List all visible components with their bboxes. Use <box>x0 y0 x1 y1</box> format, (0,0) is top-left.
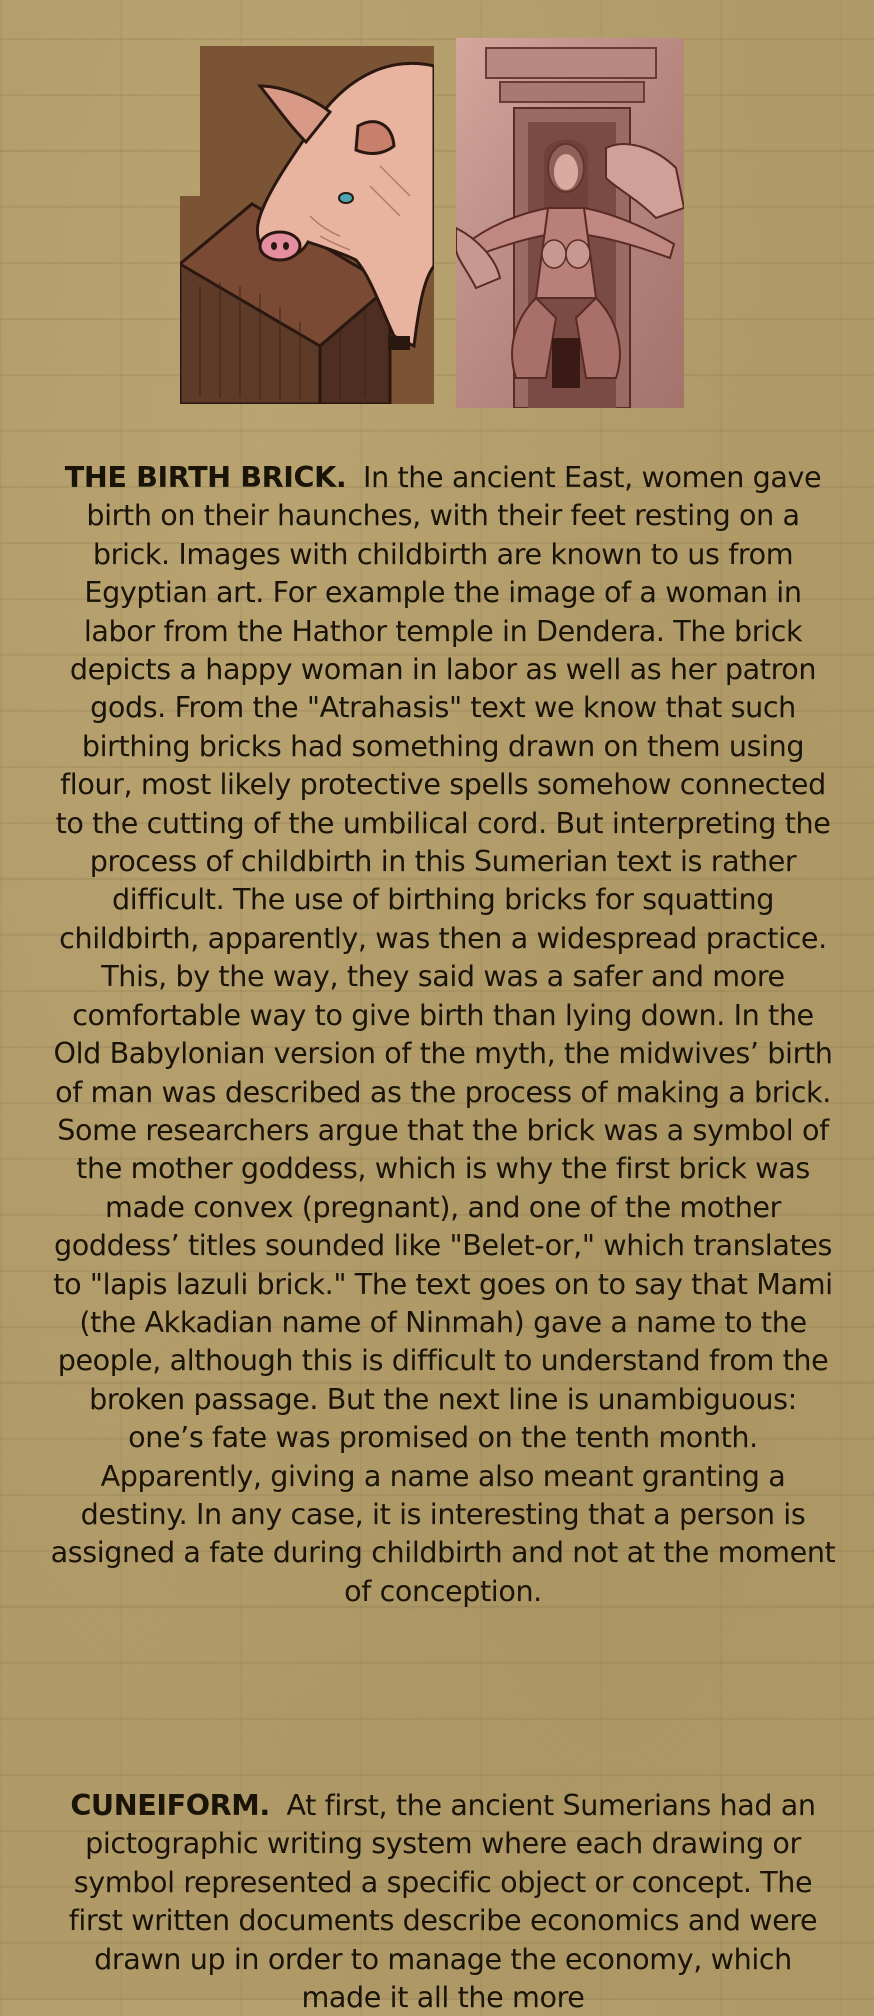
pig-on-brick-illustration <box>180 46 434 404</box>
section-body: In the ancient East, women gave birth on their haunches, with their feet resting on a brick. Images with childbirth are known to us from Egyptian art. For example the image of a woman in labor from the Hathor temple in Dendera. The brick depicts a happy woman in labor as well as her patron gods. From the "Atrahasis" text we know that such birthing bricks had something drawn on them using flour, most likely protective spells somehow connected to the cutting of the umbilical cord. But interpreting the process of childbirth in this Sumerian text is rather difficult. The use of birthing bricks for squatting childbirth, apparently, was then a widespread practice. This, by the way, they said was a safer and more comfortable way to give birth than lying down. In the Old Babylonian version of the myth, the midwives’ birth of man was described as the process of making a brick. Some researchers argue that the brick was a symbol of the mother goddess, which is why the first brick was made convex (pregnant), and one of the mother goddess’ titles sounded like "Belet-or," which translates to "lapis lazuli brick." The text goes on to say that Mami (the Akkadian name of Ninmah) gave a name to the people, although this is difficult to understand from the broken passage. But the next line is unambiguous: one’s fate was promised on the tenth month. Apparently, giving a name also meant granting a destiny. In any case, it is interesting that a person is assigned a fate during childbirth and not at the moment of conception. <box>50 460 836 1608</box>
cuneiform-section <box>50 1786 836 2016</box>
section-heading: THE BIRTH BRICK. <box>64 460 347 494</box>
hathor-temple-birth-relief <box>456 38 684 408</box>
illustrations-row <box>180 38 690 408</box>
section-heading: CUNEIFORM. <box>70 1788 270 1822</box>
section-body: At first, the ancient Sumerians had an pictographic writing system where each drawing or symbol represented a specific object or concept. The first written documents describe economics and were drawn up in order to manage the economy, which made it all the more <box>68 1788 818 2015</box>
birth-brick-section <box>50 458 836 1610</box>
